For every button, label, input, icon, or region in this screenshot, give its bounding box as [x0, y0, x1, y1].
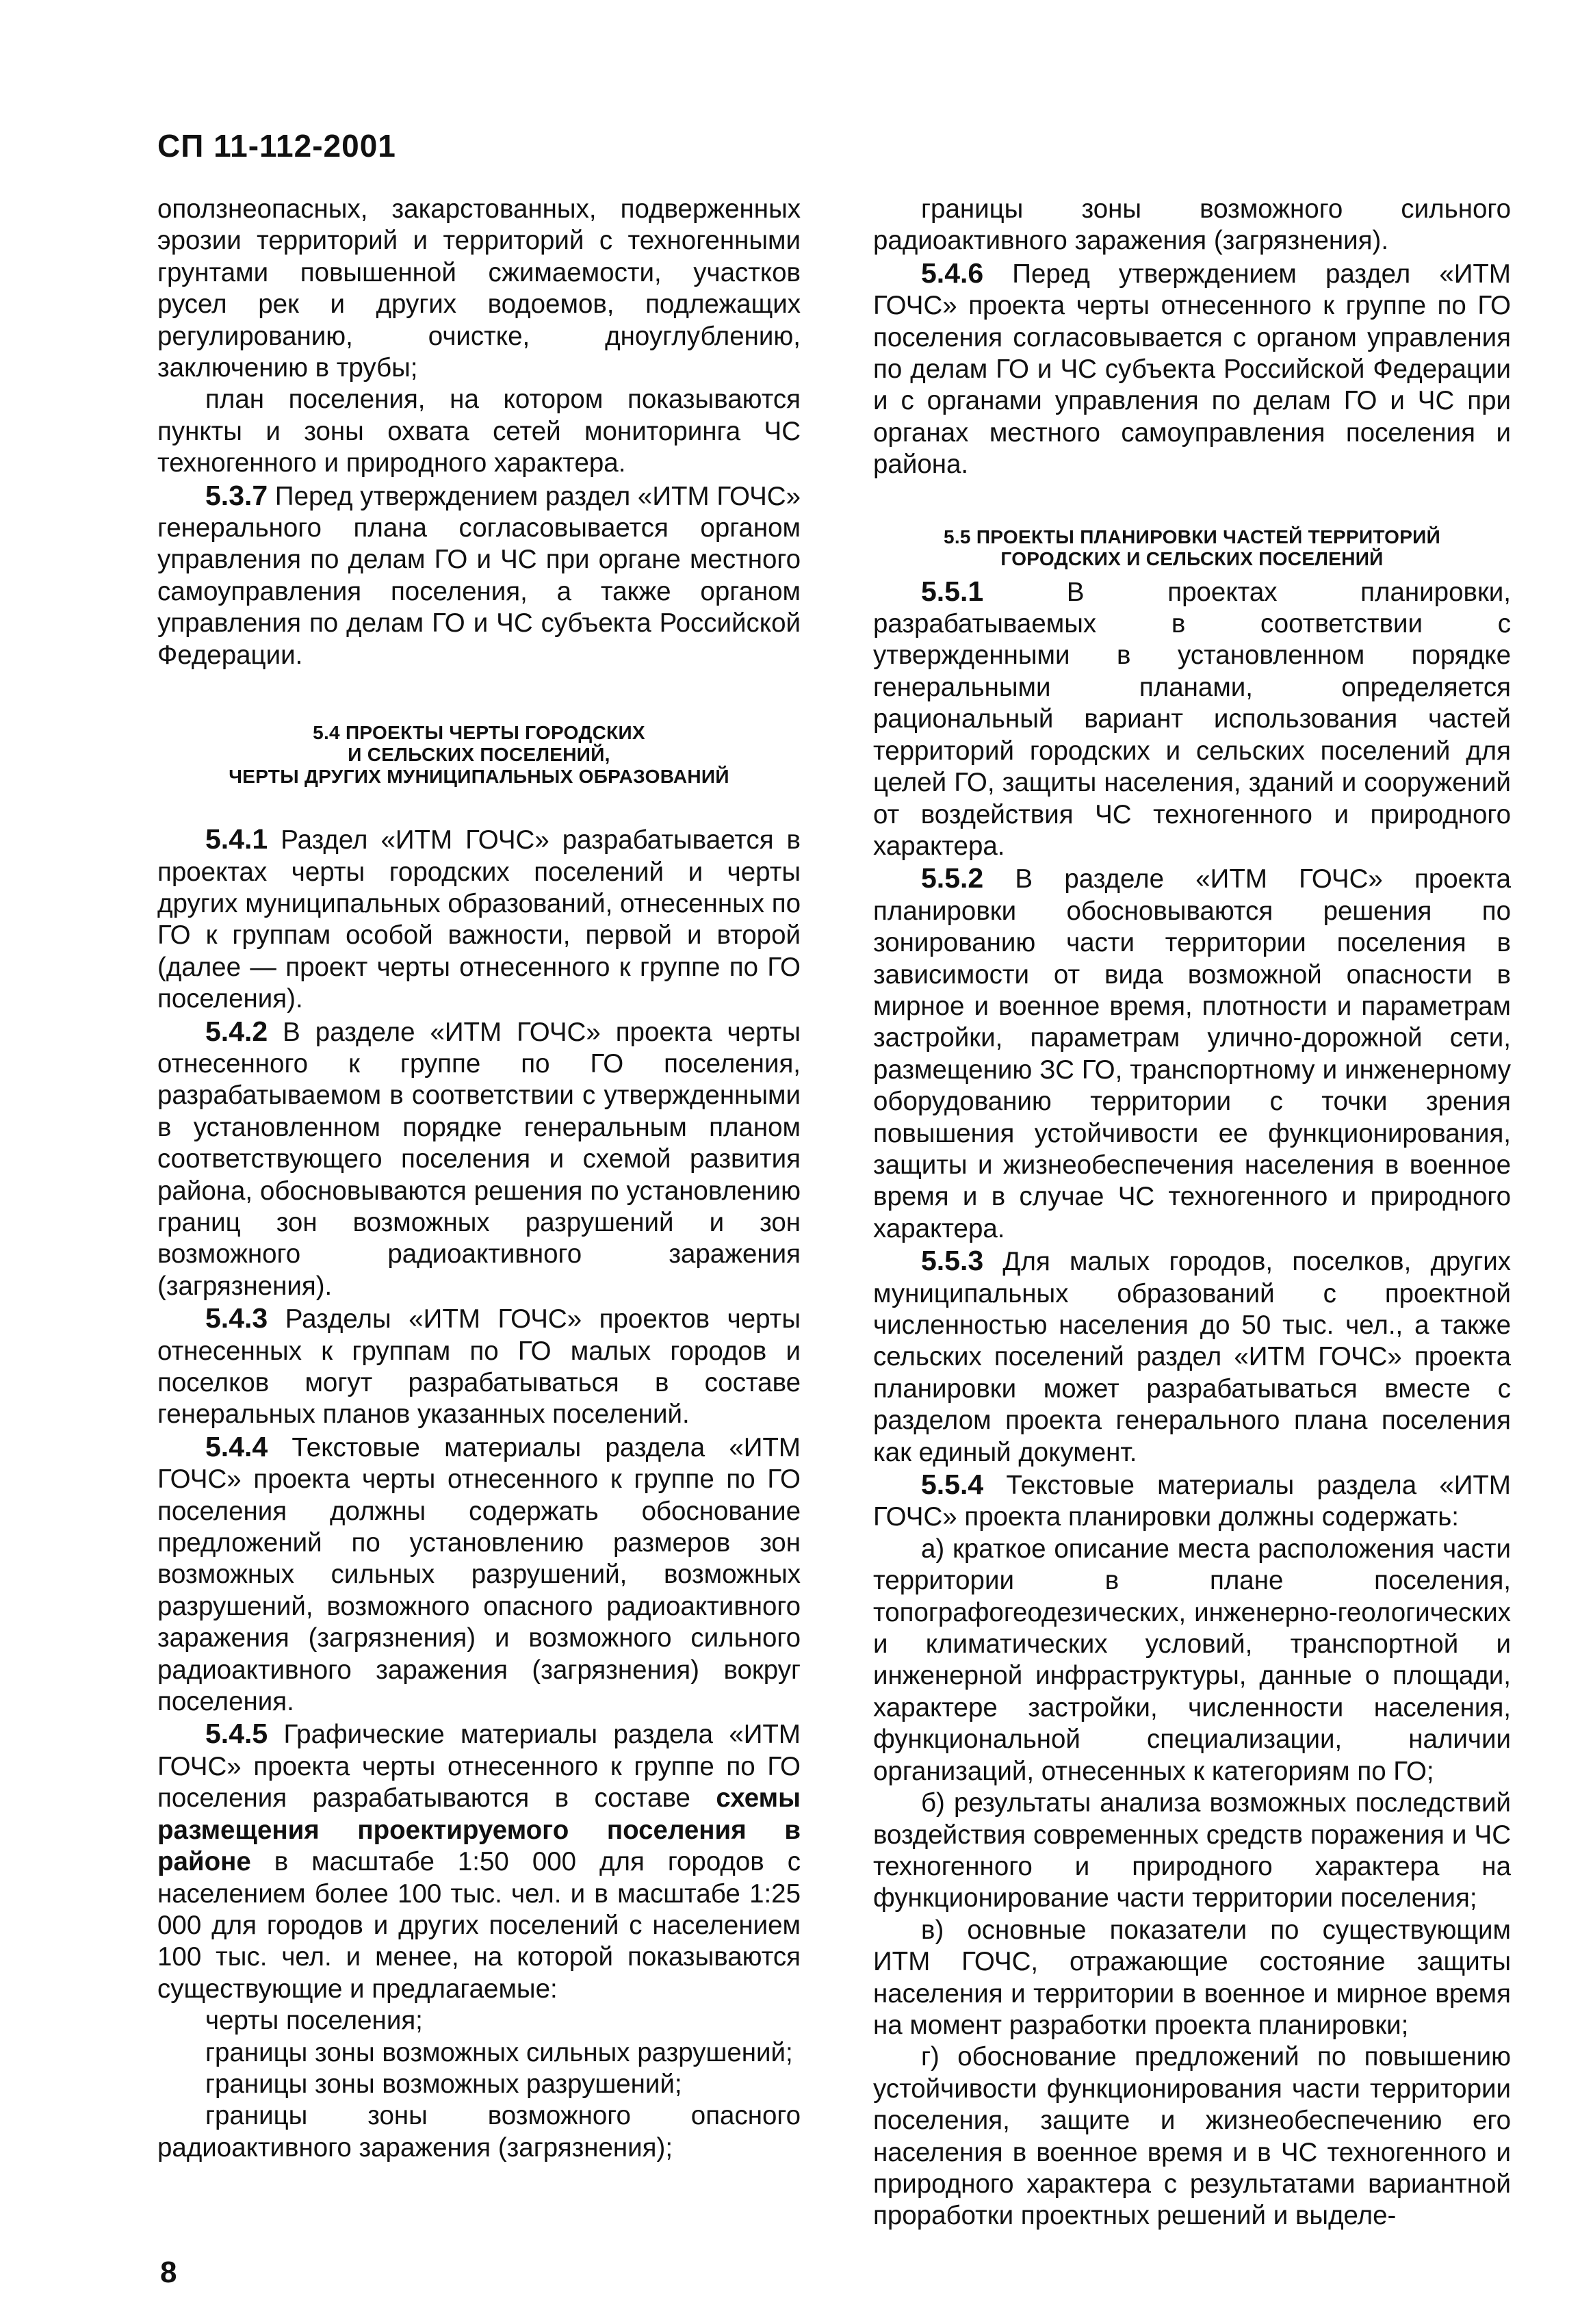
list-item: черты поселения;	[205, 2006, 423, 2036]
clause-text: Перед утверждением раздел «ИТМ ГОЧС» проекта черты отнесенного к группе по ГО поселения согласовывается с органом управления по делам ГО и ЧС субъекта Российской Федерации и с органами управления по делам ГО и ЧС при органах местного самоуправления поселения и района.	[873, 259, 1511, 480]
clause-text: Текстовые материалы раздела «ИТМ ГОЧС» проекта черты отнесенного к группе по ГО поселения должны содержать обоснование предложений по установлению размеров зон возможных сильных разрушений, возможных разрушений, возможного опасного радиоактивного заражения (загрязнения) и возможного сильного радиоактивного заражения (загрязнения) вокруг поселения.	[157, 1432, 801, 1717]
clause-number: 5.3.7	[205, 479, 268, 511]
paragraph-5-5-1	[873, 576, 1511, 863]
paragraph-5-4-2	[157, 1016, 801, 1303]
paragraph-5-4-3	[157, 1302, 801, 1431]
paragraph-5-4-1	[157, 823, 801, 1015]
document-code-header: СП 11-112-2001	[157, 128, 396, 164]
clause-number: 5.4.2	[205, 1015, 268, 1047]
paragraph-continuation: оползнеопасных, закарстованных, подверженных эрозии территорий и территорий с техногенными грунтами повышенной сжимаемости, участков русел рек и других водоемов, подлежащих регулированию, очистке, дноуглублению, заключению в трубы;	[157, 194, 801, 383]
clause-number: 5.4.6	[921, 257, 984, 289]
paragraph-plan: план поселения, на котором показываются пункты и зоны охвата сетей мониторинга ЧС техногенного и природного характера.	[157, 385, 801, 478]
right-column	[873, 194, 1511, 2232]
heading-line: ГОРОДСКИХ И СЕЛЬСКИХ ПОСЕЛЕНИЙ	[1000, 547, 1384, 569]
clause-bold-text: схемы размещения проектируемого поселения в районе	[157, 1783, 801, 1877]
clause-number: 5.5.2	[921, 862, 984, 894]
page-number: 8	[160, 2256, 177, 2289]
paragraph-5-4-5	[157, 1718, 801, 2005]
clause-number: 5.4.3	[205, 1302, 268, 1334]
clause-number: 5.4.5	[205, 1718, 268, 1750]
section-heading-5-4	[157, 722, 801, 788]
clause-text: Для малых городов, поселков, других муниципальных образований с проектной численностью населения до 50 тыс. чел., а также сельских поселений раздел «ИТМ ГОЧС» проекта планировки может разрабатываться вместе с разделом проекта генерального плана поселения как единый документ.	[873, 1247, 1511, 1467]
heading-line: 5.4 ПРОЕКТЫ ЧЕРТЫ ГОРОДСКИХ	[313, 722, 645, 744]
list-item: границы зоны возможных разрушений;	[205, 2069, 682, 2099]
clause-text: Текстовые материалы раздела «ИТМ ГОЧС» проекта планировки должны содержать:	[873, 1471, 1511, 1532]
clause-number: 5.4.4	[205, 1430, 268, 1462]
paragraph-5-4-4	[157, 1431, 801, 1718]
paragraph-5-4-6	[873, 257, 1511, 481]
list-item-b: б) результаты анализа возможных последствий воздействия современных средств поражения и ЧС техногенного и природного характера на функционирование части территории поселения;	[873, 1788, 1511, 1913]
paragraph-5-5-3	[873, 1245, 1511, 1469]
list-item-g: г) обоснование предложений по повышению устойчивости функционирования части территории поселения, защите и жизнеобеспечению его населения в военное время и в ЧС техногенного и природного характера с результатами вариантной проработки проектных решений и выделе-	[873, 2042, 1511, 2231]
clause-number: 5.5.3	[921, 1245, 984, 1277]
clause-number: 5.5.1	[921, 575, 984, 607]
list-item-v: в) основные показатели по существующим ИТМ ГОЧС, отражающие состояние защиты населения и территории в военное и мирное время на момент разработки проекта планировки;	[873, 1915, 1511, 2040]
clause-number: 5.4.1	[205, 823, 268, 855]
clause-text: В разделе «ИТМ ГОЧС» проекта планировки обосновываются решения по зонированию части территории поселения в зависимости от вида возможной опасности в мирное и военное время, плотности и параметрам застройки, параметрам улично-дорожной сети, размещению ЗС ГО, транспортному и инженерному оборудованию территории с точки зрения повышения устойчивости ее функционирования, защиты и жизнеобеспечения населения в военное время и в случае ЧС техногенного и природного характера.	[873, 864, 1511, 1243]
clause-text: Графические материалы раздела «ИТМ ГОЧС» проекта черты отнесенного к группе по ГО поселения разрабатываются в составе	[157, 1720, 801, 1813]
clause-text: Разделы «ИТМ ГОЧС» проектов черты отнесенных к группам по ГО малых городов и поселков могут разрабатываться в составе генеральных планов указанных поселений.	[157, 1304, 801, 1430]
list-item: границы зоны возможных сильных разрушений;	[205, 2037, 793, 2067]
clause-text: Раздел «ИТМ ГОЧС» разрабатывается в проектах черты городских поселений и черты других муниципальных образований, отнесенных по ГО к группам особой важности, первой и второй (далее — проект черты отнесенного к группе по ГО поселения).	[157, 825, 801, 1014]
paragraph-5-5-2	[873, 862, 1511, 1245]
clause-text: в масштабе 1:50 000 для городов с населением более 100 тыс. чел. и в масштабе 1:25 000 для городов и других поселений с населением 100 тыс. чел. и менее, на которой показываются существующие и предлагаемые:	[157, 1847, 801, 2004]
heading-line: 5.5 ПРОЕКТЫ ПЛАНИРОВКИ ЧАСТЕЙ ТЕРРИТОРИЙ	[943, 526, 1441, 547]
clause-text: Перед утверждением раздел «ИТМ ГОЧС» генерального плана согласовывается органом управления по делам ГО и ЧС при органе местного самоуправления поселения, а также органом управления по делам ГО и ЧС субъекта Российской Федерации.	[157, 481, 801, 670]
heading-line: И СЕЛЬСКИХ ПОСЕЛЕНИЙ,	[348, 744, 610, 766]
clause-number: 5.5.4	[921, 1469, 984, 1501]
list-item-a: а) краткое описание места расположения части территории в плане поселения, топографогеодезических, инженерно-геологических и климатических условий, транспортной и инженерной инфраструктуры, данные о площади, характере застройки, численности населения, функциональной специализации, наличии организаций, отнесенных к категориям по ГО;	[873, 1534, 1511, 1786]
paragraph-5-3-7	[157, 480, 801, 671]
list-item: границы зоны возможного сильного радиоактивного заражения (загрязнения).	[873, 194, 1511, 256]
list-item: границы зоны возможного опасного радиоактивного заражения (загрязнения);	[157, 2101, 801, 2162]
section-heading-5-5	[873, 526, 1511, 570]
clause-text: В проектах планировки, разрабатываемых в соответствии с утвержденными в установленном порядке генеральными планами, определяется рациональный вариант использования частей территорий городских и сельских поселений для целей ГО, защиты населения, зданий и сооружений от воздействия ЧС техногенного и природного характера.	[873, 577, 1511, 861]
heading-line: ЧЕРТЫ ДРУГИХ МУНИЦИПАЛЬНЫХ ОБРАЗОВАНИЙ	[229, 766, 729, 788]
left-column	[157, 194, 801, 2164]
clause-text: В разделе «ИТМ ГОЧС» проекта черты отнесенного к группе по ГО поселения, разрабатываемом в соответствии с утвержденными в установленном порядке генеральным планом соответствующего поселения и схемой развития района, обосновываются решения по установлению границ зон возможных разрушений и зон возможного радиоактивного заражения (загрязнения).	[157, 1017, 801, 1301]
paragraph-5-5-4	[873, 1469, 1511, 1534]
